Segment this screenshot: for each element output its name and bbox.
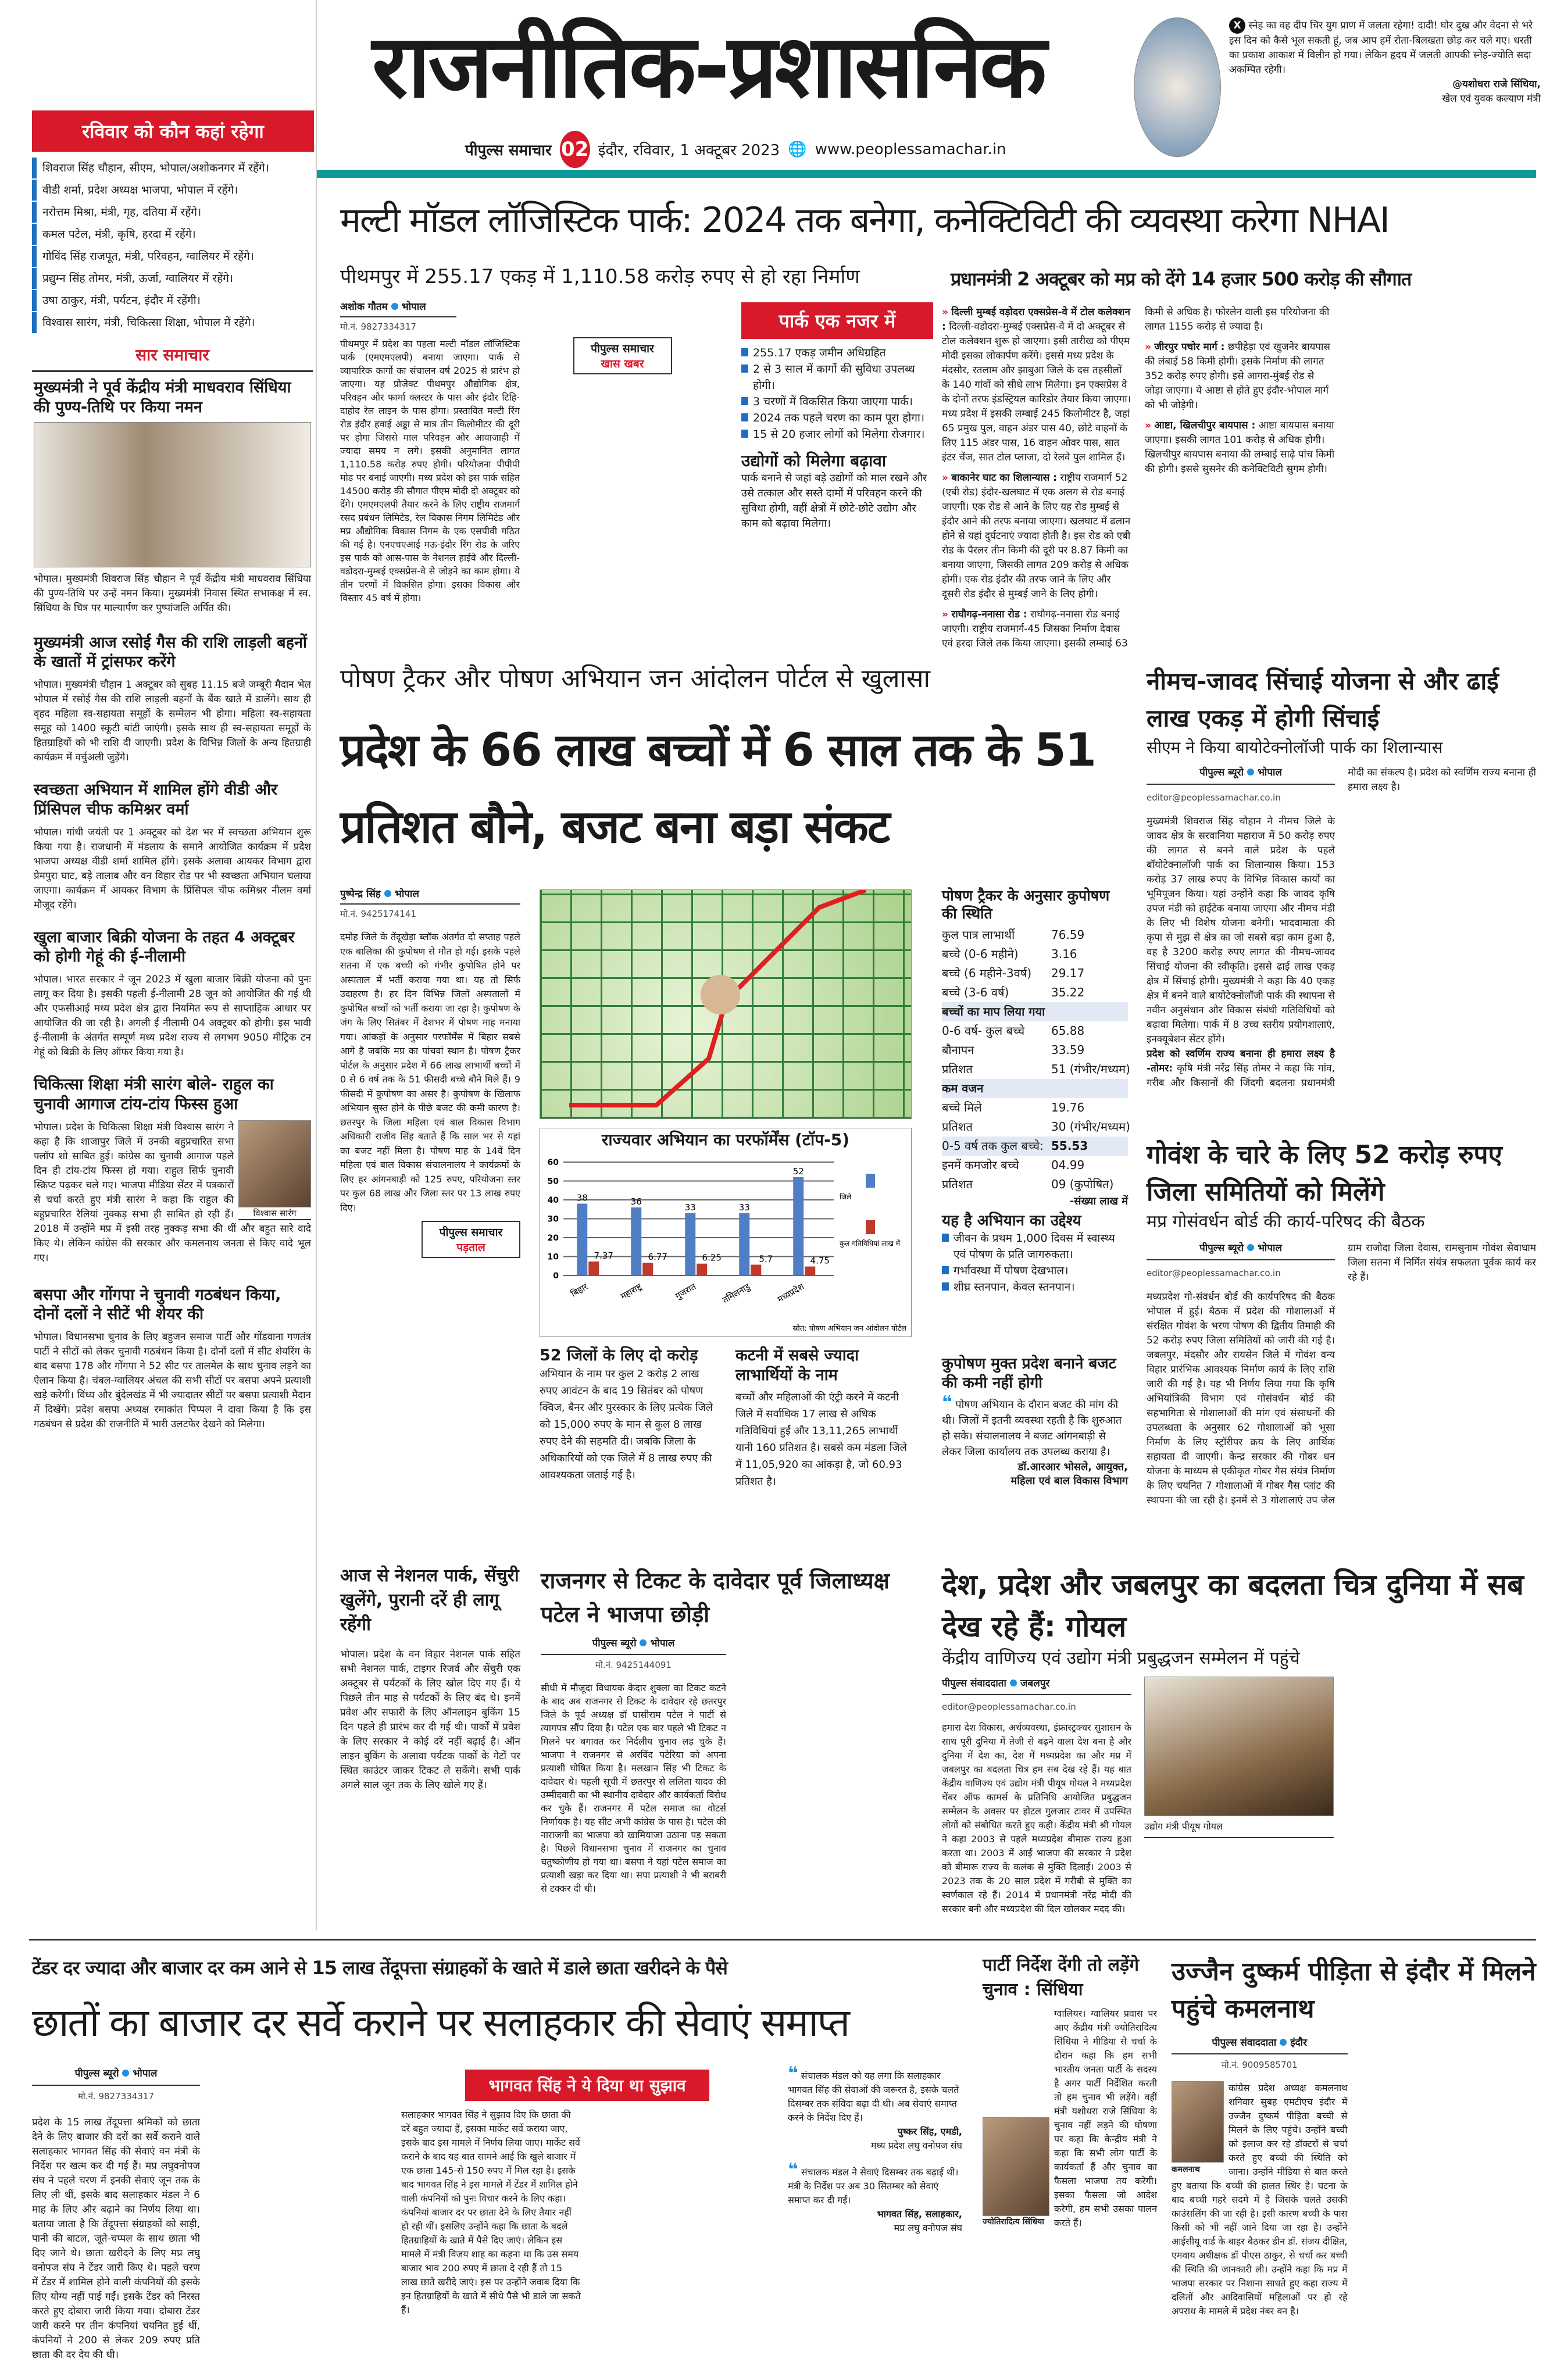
aim-item: शीघ्र स्तनपान, केवल स्तनपान।: [942, 1279, 1128, 1295]
byline-author: पीपुल्स ब्यूरो: [1199, 767, 1244, 778]
katni-title: कटनी में सबसे ज्यादा लाभार्थियों के नाम: [735, 1346, 859, 1384]
rajnagar-article: [541, 1564, 924, 1936]
x-tick-label: महाराष्ट्र: [618, 1281, 644, 1302]
umbrella-body: [32, 2067, 381, 2375]
rajnagar-headline: राजनगर से टिकट के दावेदार पूर्व जिलाध्यक्ष पटेल ने भाजपा छोड़ी: [541, 1568, 890, 1627]
stats-section: कम वजन: [942, 1079, 1128, 1098]
goyal-photo-block: [1144, 1677, 1334, 1838]
schedule-item: नरोत्तम मिश्रा, मंत्री, गृह, दतिया में रहेंगे।: [32, 202, 313, 223]
stamp-label: खास खबर: [601, 358, 644, 370]
schedule-item: विश्वास सारंग, मंत्री, चिकित्सा शिक्षा, भोपाल में रहेंगे।: [32, 312, 313, 333]
neemuch-subsection: प्रदेश को स्वर्णिम राज्य बनाना ही हमारा लक्ष्य है -तोमर:: [1147, 1048, 1335, 1074]
y-tick-label: 30: [547, 1214, 559, 1224]
aim-item: गर्भावस्था में पोषण देखभाल।: [942, 1263, 1128, 1279]
cartoon-rising-graph: [540, 890, 912, 1120]
sidebar-headline: मुख्यमंत्री आज रसोई गैस की राशि लाड़ली बहनों के खातों में ट्रांसफर करेंगे: [34, 633, 307, 671]
pm-item: [942, 305, 1132, 465]
schedule-item: उषा ठाकुर, मंत्री, पर्यटन, इंदौर में रहेंगी।: [32, 290, 313, 311]
stats-label: बच्चे मिले: [942, 1100, 982, 1114]
industry-body: पार्क बनाने से जहां बड़े उद्योगों को माल रखने और उसे तत्काल और सस्ते दामों में परिवहन करने की सुविधा होगी, वहीं क्षेत्रों में छोटे-छोटे उद्योग और काम को बढ़ावा मिलेगा।: [741, 472, 927, 530]
stats-row: [942, 983, 1128, 1002]
byline-author: अशोक गौतम: [340, 301, 388, 313]
tweet-photo: [1134, 17, 1221, 157]
pm-item: [1145, 419, 1335, 477]
stats-label: कुल पात्र लाभार्थी: [942, 927, 1015, 942]
neemuch-subhead: सीएम ने किया बायोटेक्नोलॉजी पार्क का शिलान्यास: [1147, 738, 1443, 757]
quote-author: भागवत सिंह, सलाहकार,: [877, 2209, 962, 2220]
park-fact: 2024 तक पहले चरण का काम पूरा होगा।: [741, 410, 933, 426]
stats-label: बच्चे (0-6 महीने): [942, 946, 1019, 961]
sidebar-body: भोपाल। मुख्यमंत्री चौहान 1 अक्टूबर को सुबह 11.15 बजे जम्बूरी मैदान भेल भोपाल में रसोई गैस की राशि लाड़ली बहनों के बैंक खाते में डालेंगे। साथ ही वृहद महिला स्व-सहायता समूहों के सम्मेलन भी होगा। महिला स्व-सहायता समूह को 1400 स्कूटी बांटी जाएंगी। इसके साथ ही स्व-सहायता समूहों के हितग्राहियों को भी राशि दी जाएगी। प्रदेश के विभिन्न जिलों के अन्य हितग्राही कार्यक्रम में वर्चुअली जुड़ेंगे।: [34, 679, 311, 763]
email: editor@peoplessamachar.co.in: [1147, 792, 1281, 803]
byline: [340, 299, 456, 317]
byline-place: भोपाल: [133, 2068, 158, 2079]
pm-items: [942, 305, 1538, 654]
parks-article: [340, 1564, 520, 1793]
stats-note: -संख्या लाख में: [1069, 1195, 1128, 1207]
stats-section: बच्चों का माप लिया गया: [942, 1002, 1128, 1021]
byline-author: पीपुल्स संवाददाता: [942, 1677, 1006, 1689]
byline-place: भोपाल: [401, 301, 426, 313]
parks-headline: आज से नेशनल पार्क, सेंचुरी खुलेंगे, पुरानी दरें ही लागू रहेंगी: [340, 1566, 519, 1635]
neemuch-article: [1147, 663, 1536, 1109]
y-tick-label: 60: [547, 1158, 559, 1167]
stats-value: 09 (कुपोषित): [1051, 1177, 1114, 1191]
stats-box: [942, 887, 1128, 1295]
bar-activities: [805, 1267, 815, 1275]
sidebar-headline: खुला बाजार बिक्री योजना के तहत 4 अक्टूबर को होगी गेहूं की ई-नीलामी: [34, 928, 295, 966]
cartoon: [540, 889, 912, 1119]
parks-body: भोपाल। प्रदेश के वन विहार नेशनल पार्क सहित सभी नेशनल पार्क, टाइगर रिजर्व और सेंचुरी एक अक्टूबर से पर्यटकों के लिए खोल दिए गए हैं। ये पिछले तीन माह से पर्यटकों के लिए बंद थे। इनमें प्रवेश और सफारी के लिए ऑनलाइन बुकिंग 15 दिन पहले ही प्रारंभ कर दी गई थी। पार्कों में प्रवेश के लिए सरकार ने कोई दरें नहीं बढ़ाई है। ऑन लाइन बुकिंग के अलावा पर्यटक पार्कों के गेटों पर स्थित काउंटर जाकर टिकट ले सकेंगे। सभी पार्क अगले साल जून तक के लिए खोले गए हैं।: [340, 1649, 520, 1791]
stats-value: 65.88: [1051, 1023, 1085, 1038]
stats-row: [942, 1098, 1128, 1117]
quote-text: संचालक मंडल ने सेवाएं दिसम्बर तक बढ़ाई थी। मंत्री के निर्देश पर अब 30 सितम्बर को सेवाएं समाप्त कर दी गई।: [788, 2167, 959, 2206]
sidebar-headline: चिकित्सा शिक्षा मंत्री सारंग बोले- राहुल का चुनावी आगाज टांय-टांय फिस्स हुआ: [34, 1075, 274, 1113]
schedule-item: कमल पटेल, मंत्री, कृषि, हरदा में रहेंगे।: [32, 224, 313, 245]
pm-item: [1145, 340, 1335, 413]
globe-icon: 🌐: [788, 141, 807, 158]
stats-value: 51 (गंभीर/मध्यम): [1051, 1062, 1130, 1076]
page-number: 02: [560, 131, 590, 168]
data-label: 33: [738, 1202, 750, 1213]
lead-article: [340, 299, 712, 639]
y-tick-label: 0: [553, 1271, 559, 1281]
budget-title: कुपोषण मुक्त प्रदेश बनाने बजट की कमी नहीं होगी: [942, 1355, 1116, 1392]
scindia-headline: पार्टी निर्देश देंगी तो लड़ेंगे चुनाव : सिंधिया: [983, 1955, 1139, 2000]
tweet-box: [1134, 17, 1541, 166]
stats-row: [942, 1117, 1128, 1137]
bhagwat-box: [401, 2070, 773, 2375]
mobile-number: मो.नं. 9425174141: [340, 909, 416, 919]
scindia-article: [983, 1953, 1157, 2230]
quote-author-dept: महिला एवं बाल विकास विभाग: [1010, 1475, 1128, 1487]
photo-caption: ज्योतिरादित्य सिंधिया: [983, 2217, 1044, 2227]
y-tick-label: 50: [547, 1177, 559, 1187]
pm-headline: प्रधानमंत्री 2 अक्टूबर को मप्र को देंगे 14 हजार 500 करोड़ की सौगात: [951, 268, 1412, 290]
kamalnath-headline: उज्जैन दुष्कर्म पीड़िता से इंदौर में मिलने पहुंचे कमलनाथ: [1172, 1957, 1536, 2024]
schedule-list: [32, 158, 313, 333]
schedule-title: रविवार को कौन कहां रहेगा: [32, 110, 314, 152]
tweet-author: @यशोधरा राजे सिंधिया,: [1452, 78, 1541, 90]
stats-label: इनमें कमजोर बच्चे: [942, 1157, 1019, 1172]
kamalnath-text: कांग्रेस प्रदेश अध्यक्ष कमलनाथ शनिवार सुबह एमटीएच इंदौर में उज्जैन दुष्कर्म पीड़िता बच्ची से मिलने के लिए पहुंचे। उन्होंने बच्ची को इलाज कर रहे डॉक्टरों से चर्चा करते हुए बच्ची की स्थिति को जाना। उन्होंने मीडिया से बात करते हुए बताया कि बच्ची की हालत स्थिर है। घटना के बाद बच्ची गहरे सदमे में है जिसके चलते उसकी काउंसलिंग की जा रही है। इसी कारण बच्ची के पास किसी को भी नहीं जाने दिया जा रहा है। उन्होंने आईसीयू वार्ड के बाहर बैठकर डीन डॉ. संजय दीक्षित, एमवाय अधीक्षक डॉ पीएस ठाकुर, से चर्चा कर बच्ची की स्थिति की जानकारी ली। उन्होंने कहा कि मप्र में भाजपा सरकार पर निशाना साधते हुए कहा राज्य में दलितों और आदिवासियों महिलाओं पर हो रहे अपराध के मामले में प्रदेश नंबर वन है।: [1172, 2082, 1348, 2317]
gaushala-body: [1147, 1241, 1536, 1520]
dot-icon: [391, 303, 398, 310]
park-box: [741, 302, 933, 531]
stamp-paper: पीपुल्स समाचार: [591, 342, 654, 355]
data-label: 36: [630, 1196, 642, 1207]
stats-row: [942, 1041, 1128, 1060]
dot-icon: [1247, 1244, 1254, 1251]
quote-author: डॉ.आरआर भोसले, आयुक्त,: [1017, 1461, 1128, 1473]
byline-author: पीपुल्स संवाददाता: [1212, 2037, 1277, 2049]
byline: [942, 1677, 1131, 1695]
kamalnath-article: [1172, 1953, 1536, 2373]
dot-icon: [1247, 769, 1254, 776]
quote-icon: ❝: [788, 2160, 798, 2180]
bhagwat-title: भागवत सिंह ने ये दिया था सुझाव: [465, 2070, 709, 2101]
stats-title: पोषण ट्रैकर के अनुसार कुपोषण की स्थिति: [942, 887, 1110, 923]
goyal-subhead: केंद्रीय वाणिज्य एवं उद्योग मंत्री प्रबुद्धजन सम्मेलन में पहुंचे: [942, 1648, 1300, 1668]
data-label: 6.25: [702, 1252, 722, 1263]
dot-icon: [1010, 1679, 1017, 1686]
pm-item-title: जीरपुर पचोर मार्ग :: [1154, 341, 1225, 353]
quote-author: पुष्कर सिंह, एमडी,: [897, 2126, 962, 2137]
schedule-item: वीडी शर्मा, प्रदेश अध्यक्ष भाजपा, भोपाल में रहेंगे।: [32, 180, 313, 201]
park-box-title: पार्क एक नजर में: [741, 302, 933, 339]
lead-headline: मल्टी मॉडल लॉजिस्टिक पार्क: 2024 तक बनेगा, कनेक्टिविटी की व्यवस्था करेगा NHAI: [340, 200, 1389, 241]
chart-box: [540, 1128, 912, 1337]
data-label: 52: [792, 1166, 804, 1177]
bar-districts: [631, 1207, 641, 1275]
sidebar-body: भोपाल। गांधी जयंती पर 1 अक्टूबर को देश भर में स्वच्छता अभियान शुरू किया गया है। राजधानी में मंडलाय के समाने आयोजित कार्यक्रम में प्रदेश भाजपा अध्यक्ष वीडी शर्मा शामिल होंगे। इसके अलावा आयकर विभाग द्वारा प्रेमपुरा घाट, बड़े तालाब और वन विहार रोड पर भी स्वच्छता अभियान चलाया जाएगा। कार्यक्रम में आयकर विभाग के प्रिंसिपल चीफ कमिश्नर नीलम वर्मा मौजूद रहेंगे।: [34, 826, 311, 911]
umbrella-article: [32, 2067, 381, 2375]
byline-place: इंदौर: [1290, 2037, 1308, 2049]
park-fact: 15 से 20 हजार लोगों को मिलेगा रोजगार।: [741, 426, 933, 442]
y-tick-label: 20: [547, 1234, 559, 1243]
stats-value: 30 (गंभीर/मध्यम): [1051, 1119, 1130, 1134]
tribute-photo: [34, 422, 311, 567]
sidebar-headline: बसपा और गोंगपा ने चुनावी गठबंधन किया, दोनों दलों ने सीटें भी शेयर की: [34, 1285, 281, 1324]
budget-quote: [942, 1392, 1128, 1460]
stats-value: 29.17: [1051, 966, 1085, 980]
stats-row: [942, 1021, 1128, 1041]
pm-item-title: आष्टा, खिलचीपुर बायपास :: [1154, 420, 1256, 431]
byline: [340, 887, 520, 905]
stats-value: 3.16: [1051, 946, 1077, 961]
poshan-article: [340, 887, 520, 1258]
news-label: सार समाचार: [32, 339, 313, 372]
byline: [1147, 766, 1335, 785]
goyal-body: हमारा देश विकास, अर्थव्यवस्था, इंफ्रास्ट्रक्चर सुशासन के साथ पूरी दुनिया में तेजी से बढ़ने वाला देश बना है और दुनिया में देश का, देश में मध्यप्रदेश का और मप्र में जबलपुर का बदलता चित्र हम सब देख रहे हैं। यह बात केंद्रीय वाणिज्य एवं उद्योग मंत्री पीयूष गोयल ने मध्यप्रदेश चेंबर ऑफ कामर्स के प्रतिनिधि आयोजित प्रबुद्धजन सम्मेलन के अवसर पर होटल गुलजार टावर में उपस्थित लोगों को संबोधित करते हुए कही। केंद्रीय मंत्री श्री गोयल ने कहा 2003 से पहले मध्यप्रदेश बीमारू राज्य हुआ करता था। 2003 में आई भाजपा की सरकार ने प्रदेश को बीमारू राज्य के कलंक से मुक्ति दिलाई। 2003 से 2023 तक के 20 साल प्रदेश में गरीबी से मुक्ति का स्वर्णकाल रहे हैं। 2014 में प्रधानमंत्री नरेंद्र मोदी की सरकार बनी और मध्यप्रदेश की दिल खोलकर मदद की।: [942, 1721, 1131, 1914]
stats-row: [942, 1060, 1128, 1079]
quote-author-org: मप्र लघु वनोपज संघ: [894, 2222, 962, 2234]
stats-value: 76.59: [1051, 927, 1085, 942]
pm-item-body: राघौगढ़-ननासा रोड बनाई जाएगी। राष्ट्रीय राजमार्ग-45 जिसका निर्माण देवास एवं हरदा जिले तक किया जाएगा। इसकी लम्बाई 63 किमी से अधिक है। फोरलेन वाली इस परियोजना की लागत 1155 करोड़ से ज्यादा है।: [942, 306, 1330, 649]
quote-author-org: मध्य प्रदेश लघु वनोपज संघ: [870, 2140, 962, 2151]
bar-activities: [588, 1262, 599, 1275]
double-arrow-icon: »: [942, 609, 948, 620]
legend-swatch: [866, 1220, 875, 1234]
lead-body: पीथमपुर में प्रदेश का पहला मल्टी मॉडल लॉजिस्टिक पार्क (एमएमएलपी) बनाया जाएगा। पार्क से व्यापारिक कार्गो का संचालन वर्ष 2025 से प्रारंभ हो जाएगा। यह प्रोजेक्ट पीथमपुर औद्योगिक क्षेत्र, परिवहन और फार्मा क्लस्टर के पास और इंदौर टिहि-दाहोद रेल लाइन के पास होगा। प्रस्तावित मल्टी रिंग रोड इंदौर हवाई अड्डा से मात्र तीन किलोमीटर की दूरी पर होगा जिससे माल परिवहन और आवाजाही में ज्यादा समय न लगे। इसकी अनुमानित लागत 1,110.58 करोड़ रुपए होगी। परियोजना पीपीपी मोड पर बनाई जाएगी। मध्य प्रदेश को इस पार्क सहित 14500 करोड़ की सौगात पीएम मोदी दो अक्टूबर को देंगे। एमएमएलपी तैयार करने के लिए राष्ट्रीय राजमार्ग रसद प्रबंधन लिमिटेड, रेल विकास निगम लिमिटेड और मप्र औद्योगिक विकास निगम के एक एसपीवी गठित की गई है। एनएचएआई मऊ-इंदौर रिंग रोड के जरिए इस पार्क को आस-पास के नेशनल हाईवे और दिल्ली-वडोदरा-मुम्बई एक्सप्रेस-वे से जोड़ने का काम होगा। ये तीन चरणों में विकसित होगा। इसका विकास और विस्तार 45 वर्ष में होगा।: [340, 338, 520, 603]
bar-chart: [540, 1150, 911, 1335]
legend-label: जिले: [840, 1193, 852, 1201]
byline-author: पीपुल्स ब्यूरो: [1199, 1242, 1244, 1254]
byline-author: पुष्पेन्द्र सिंह: [340, 888, 381, 900]
byline-place: जबलपुर: [1020, 1677, 1050, 1689]
kamalnath-body: [1172, 2036, 1536, 2373]
bar-activities: [751, 1264, 761, 1275]
schedule-item: प्रद्युम्न सिंह तोमर, मंत्री, ऊर्जा, ग्वालियर में रहेंगे।: [32, 268, 313, 289]
x-tick-label: तमिलनाडु: [720, 1281, 752, 1306]
poshan-headline: प्रदेश के 66 लाख बच्चों में 6 साल तक के 51 प्रतिशत बौने, बजट बना बड़ा संकट: [340, 724, 1095, 853]
pm-item-body: दिल्ली-वडोदरा-मुम्बई एक्सप्रेस-वे में दो अक्टूबर से टोल कलेक्शन शुरू हो जाएगा। इसी तारीख को पीएम मोदी इसका लोकार्पण करेंगे। इससे मध्य प्रदेश के मंदसौर, रतलाम और झाबुआ जिले के दस तहसीलों के 140 गांवों को सीधे लाभ मिलेगा। इन एक्सप्रेस वे के दोनों तरफ इंडस्ट्रियल कारिडोर तैयार किया जाएगा। मध्य प्रदेश में इसकी लम्बाई 245 किलोमीटर है, जहां 65 प्रमुख पुल, वाहन अंडर पास 40, छोटे वाहनों के लिए 115 अंडर पास, 16 वाहन ओवर पास, सात इंटर चेंज, सात टोल प्लाजा, दो रेलवे पुल शामिल हैं।: [942, 321, 1131, 463]
stats-label: प्रतिशत: [942, 1062, 973, 1076]
section-masthead: राजनीतिक-प्रशासनिक: [372, 16, 1045, 117]
gaushala-article: [1147, 1137, 1536, 1520]
x-tick-label: मध्यप्रदेश: [775, 1281, 806, 1305]
legend-label: कुल गतिविधियां लाख में: [840, 1239, 901, 1248]
park-fact: 2 से 3 साल में कार्गो की सुविधा उपलब्ध होगी।: [741, 361, 933, 394]
poshan-body: दमोह जिले के तेंदूखेड़ा ब्लॉक अंतर्गत दो सप्ताह पहले एक बालिका की कुपोषण से मौत हो गई। इसके पहले सतना में एक बच्ची को गंभीर कुपोषित होने पर अस्पताल में भर्ती कराया गया था। यह तो सिर्फ उदाहरण है। हर दिन विभिन्न जिलों अस्पतालों में कुपोषित बच्चों को भर्ती कराया जा रहा है। कुपोषण के जंग के लिए सितंबर में देशभर में पोषण माह मनाया गया। आंकड़ों के अनुसार परफॉर्मेंस में बिहार सबसे आगे है जबकि मप्र का पांचवां स्थान है। पोषण ट्रैकर पोर्टल के अनुसार प्रदेश में 66 लाख लाभार्थी बच्चों में 0 से 6 वर्ष तक के 51 फीसदी बच्चे बौने मिले हैं। 9 फीसदी में कुपोषण का असर है। कुपोषण के खिलाफ अभियान सुस्त होने के पीछे बजट की कमी कारण है। छतरपुर के जिला महिला एवं बाल विकास विभाग अधिकारी राजीव सिंह बताते हैं कि साल भर से यहां का बजट नहीं मिला है। पोषण माह के 14वें दिन महिला एवं बाल विकास संचालनालय ने कार्यक्रमों के लिए हर आंगनबाड़ी को 125 रुपए, परियोजना स्तर पर कुल 68 लाख और जिला स्तर पर 13 लाख रुपए दिए।: [340, 931, 520, 1213]
x-tick-label: गुजरात: [673, 1281, 698, 1302]
byline-place: भोपाल: [650, 1638, 675, 1649]
pm-item-body: राष्ट्रीय राजमार्ग 52 (एबी रोड) इंदौर-खलघाट में एक अलग से रोड बनाई जाएगी। एक रोड से आने के लिए यह रोड मुम्बई से इंदौर आने की तरफ बनाया जाएगा। खलघाट में ढलान होने से यहां दुर्घटनाएं ज्यादा होती है। इस रोड को एबी रोड के पैरलर तीन किमी की दूरी पर 8.87 किमी का बनाया जाएगा, जिसकी लागत 209 करोड़ से अधिक होगी। एक रोड इंदौर की तरफ जाने के लिए और दूसरी रोड इंदौर से मुम्बई जाने के लिए होगी।: [942, 472, 1131, 600]
goyal-photo: [1144, 1677, 1334, 1816]
byline-place: भोपाल: [1257, 767, 1282, 778]
sidebar-headline: मुख्यमंत्री ने पूर्व केंद्रीय मंत्री माधवराव सिंधिया की पुण्य-तिथि पर किया नमन: [34, 378, 291, 416]
double-arrow-icon: »: [942, 306, 948, 318]
aim-item: जीवन के प्रथम 1,000 दिवस में स्वास्थ्य एवं पोषण के प्रति जागरुकता।: [942, 1230, 1128, 1263]
stats-table: [942, 925, 1128, 1194]
photo-caption: उद्योग मंत्री पीयूष गोयल: [1144, 1816, 1334, 1838]
stats-label: बच्चे (3-6 वर्ष): [942, 985, 1009, 999]
stats-label: बच्चे (6 महीने-3वर्ष): [942, 966, 1032, 980]
double-arrow-icon: »: [1145, 341, 1151, 353]
mobile-number: मो.नं. 9009585701: [1221, 2060, 1298, 2070]
park-fact: 255.17 एकड़ जमीन अधिग्रहित: [741, 345, 933, 361]
neemuch-headline: नीमच-जावद सिंचाई योजना से और ढाई लाख एकड़ में होगी सिंचाई: [1147, 667, 1499, 732]
photo-caption: कमलनाथ: [1172, 2165, 1200, 2174]
poshan-kicker: पोषण ट्रैकर और पोषण अभियान जन आंदोलन पोर्टल से खुलासा: [340, 664, 930, 694]
quote-text: पोषण अभियान के दौरान बजट की मांग की थी। जिलों में इतनी व्यवस्था रहती है कि शुरुआत हो सके। संचालनालय ने बजट आंगनबाड़ी से लेकर जिला कार्यालय तक उपलब्ध कराया है।: [942, 1399, 1122, 1458]
bar-districts: [577, 1204, 587, 1276]
neemuch-text: मुख्यमंत्री शिवराज सिंह चौहान ने नीमच जिले के जावद क्षेत्र के सरवानिया महाराज में 50 करोड़ रुपए की लागत से बनने वाले प्रदेश के पहले बॉयोटेक्नालॉजी पार्क का शिलान्यास किया। 153 करोड़ 37 लाख रुपए के विभिन्न विकास कार्यों का भूमिपूजन किया। यहां उन्होंने कहा कि जावद कृषि उपज मंडी को हाईटेक बनाया जाएगा और नीमच मंडी के लिए भी विशेष योजना बनेगी। भादवामाता की कृपा से मुझ से क्षेत्र का जो सबसे बड़ा काम हुआ है, वह है 3200 करोड़ रुपए लागत की नीमच-जावद सिंचाई योजना की स्वीकृति। इससे ढाई लाख एकड़ क्षेत्र में सिंचाई होगी। मुख्यमंत्री ने कहा कि 40 एकड़ क्षेत्र में बनने वाले बायोटेक्नोलॉजी पार्क की स्थापना से नवीन अनुसंधान और विकास संबंधी गतिविधियों को बढ़ावा मिलेगा। पार्क में 8 उच्च स्तरीय प्रयोगशालाएं, इनक्यूबेशन सेंटर होंगे।: [1147, 816, 1335, 1045]
dateline: [465, 131, 1006, 168]
pm-item-body: आष्टा बायपास बनाया जाएगा। इसकी लागत 101 करोड़ से अधिक होगी। खिलचीपुर बायपास बनाया की लम्बाई साढ़े पांच किमी की होगी। इससे सुसनेर की कनेक्टिविटी सुगम होगी।: [1145, 420, 1335, 475]
umbrella-kicker: टेंडर दर ज्यादा और बाजार दर कम आने से 15 लाख तेंदूपत्ता संग्राहकों के खाते में डाले छाता खरीदने के पैसे: [32, 1957, 727, 1979]
stats-label: 0-5 वर्ष तक कुल बच्चे:: [942, 1138, 1044, 1153]
stats-row: [942, 1156, 1128, 1175]
rajnagar-body: [541, 1637, 924, 1936]
stamp-label: पड़ताल: [456, 1241, 485, 1254]
stats-row: [942, 964, 1128, 983]
stats-row: [942, 945, 1128, 964]
email: editor@peoplessamachar.co.in: [942, 1701, 1076, 1712]
industry-title: उद्योगों को मिलेगा बढ़ावा: [741, 451, 887, 470]
double-arrow-icon: »: [1145, 420, 1151, 431]
tweet-text: स्नेह का वह दीप चिर युग प्राण में जलता रहेगा! दादी! घोर दुख और वेदना से भरे इस दिन को कैसे भूल सकती हूं, जब आप हमें रोता-बिलखता छोड़ कर चले गए। धरती का प्रकाश आकाश में विलीन हो गया। लेकिन हृदय में जलती आपकी स्नेह-ज्योति सदा अकम्पित रहेगी।: [1229, 20, 1533, 76]
website-link[interactable]: www.peoplessamachar.in: [815, 141, 1006, 158]
byline-place: भोपाल: [394, 888, 419, 900]
data-label: 38: [576, 1192, 588, 1203]
budget-box: [942, 1355, 1128, 1488]
dot-icon: [122, 2070, 129, 2077]
dot-icon: [640, 1639, 647, 1646]
data-label: 4.75: [810, 1255, 830, 1266]
stats-row: [942, 925, 1128, 945]
y-tick-label: 10: [547, 1252, 559, 1262]
bar-districts: [739, 1213, 749, 1275]
x-logo-icon: X: [1229, 17, 1245, 34]
byline: [1172, 2036, 1348, 2054]
umbrella-quotes: [788, 2063, 962, 2235]
quote: [788, 2160, 962, 2207]
quote-icon: ❝: [788, 2063, 798, 2084]
scindia-photo: [983, 2117, 1049, 2216]
katni-box: [735, 1346, 910, 1490]
double-arrow-icon: »: [942, 472, 948, 484]
bar-activities: [697, 1264, 707, 1275]
gaushala-text: मध्यप्रदेश गो-संवर्धन बोर्ड की कार्यपरिषद की बैठक भोपाल में हुई। बैठक में प्रदेश की गोशालाओं में संरक्षित गोवंश के भरण पोषण की द्वितीय तिमाही की 52 करोड़ रुपए जिला समितियों को जारी की गई है। जबलपुर, मंदसौर और रायसेन जिले में गोवंश वन्य विहार प्रारंभिक आवश्यक निर्माण कार्य के लिए राशि जारी की गई है। यह भी निर्णय लिया गया कि कृषि अभियांत्रिकी विभाग एवं गोसंवर्धन बोर्ड की सहभागिता से गोशालाओं की मांग एवं संसाधनों की उपलब्धता के अनुसार 62 गोशालाओं को भूसा निर्माण के लिए स्ट्रॉरीपर क्रय के लिए आर्थिक सहायता दी जाएगी। केन्द्र सरकार की गोबर धन योजना के माध्यम से एकीकृत गोबर गैस संयंत्र निर्माण के लिए चयनित 7 गोशालाओं में गोबर गैस प्लांट की स्थापना की जा रही है। इनमें से 3 गोशालाएं उप जेल ग्राम राजोदा जिला देवास, रामसुनाम गोवंश सेवाधाम जिला सतना में निर्मित संयंत्र सफलता पूर्वक कार्य कर रहे हैं।: [1147, 1242, 1536, 1506]
stats-value: 55.53: [1051, 1138, 1088, 1153]
byline-author: पीपुल्स ब्यूरो: [74, 2068, 119, 2079]
sidebar-headline: स्वच्छता अभियान में शामिल होंगे वीडी और प्रिंसिपल चीफ कमिश्नर वर्मा: [34, 781, 277, 819]
left-sidebar: [29, 0, 317, 1930]
stamp-paper: पीपुल्स समाचार: [439, 1226, 503, 1239]
email: editor@peoplessamachar.co.in: [1147, 1267, 1281, 1278]
kamalnath-photo-block: [1172, 2081, 1224, 2177]
quote: [788, 2063, 962, 2125]
sidebar-body: भोपाल। प्रदेश के चिकित्सा शिक्षा मंत्री विश्वास सारंग ने कहा है कि शाजापुर जिले में उनकी बहुप्रचारित सभा फ्लॉप शो साबित हुई। कांग्रेस का चुनावी आगाज पहले दिन ही टांय-टांय फिस्स हो गया। राहुल सिर्फ चुनावी स्क्रिप्ट पढ़कर चले गए। भाजपा मीडिया सेंटर में पत्रकारों से चर्चा करते हुए मंत्री सारंग ने कहा कि राहुल की बहुप्रचारित रैलियां नुक्कड़ सभा ही साबित हो रही हैं। 2018 में उन्होंने मप्र में इसी तरह नुक्कड़ सभा की थीं और बहुत सारे वादे किए थे। लेकिन कांग्रेस की सरकार और कमलनाथ जनता से किए वादे भूल गए।: [34, 1121, 311, 1264]
stats-label: प्रतिशत: [942, 1177, 973, 1191]
byline-author: पीपुल्स ब्यूरो: [592, 1638, 637, 1649]
stats-label: प्रतिशत: [942, 1119, 973, 1134]
districts-title: 52 जिलों के लिए दो करोड़: [540, 1346, 698, 1364]
byline: [1147, 1241, 1335, 1260]
bar-districts: [685, 1213, 695, 1275]
pm-item-title: दिल्ली मुम्बई वड़ोदरा एक्सप्रेस-वे में टोल कलेक्शन :: [942, 306, 1130, 333]
aim-title: यह है अभियान का उद्देश्य: [942, 1212, 1081, 1230]
pm-item: [942, 471, 1132, 602]
pm-item-body: छपीहेड़ा एवं खुजनेर बायपास की लंबाई 58 किमी होगी। इसके निर्माण की लागत 352 करोड़ रुपए होगी। इसे आगरा-मुंबई रोड से जोड़ा जाएगा। ये आष्टा से होते हुए इंदौर-भोपाल मार्ग को भी जोड़ेगी।: [1145, 341, 1330, 411]
byline: [541, 1637, 726, 1655]
photo-caption: विश्वास सारंग: [238, 1207, 311, 1220]
gaushala-headline: गोवंश के चारे के लिए 52 करोड़ रुपए जिला समितियों को मिलेंगे: [1147, 1140, 1502, 1207]
districts-box: [540, 1346, 720, 1484]
sidebar-body: भोपाल। भारत सरकार ने जून 2023 में खुला बाजार बिक्री योजना को पुनः लागू कर दिया है। इसकी पहली ई-नीलामी 28 जून को आयोजित की गई थी और एफसीआई मध्य प्रदेश क्षेत्र द्वारा नियमित रूप से साप्ताहिक आधार पर आयोजित की जा रही है। अगली ई नीलामी 04 अक्टूबर को होगी। इस भावी ई-नीलामी के अंतर्गत सम्पूर्ण मध्य प्रदेश राज्य से लगभग 9050 मीट्रिक टन गेहूं को बिक्री के लिए ऑफर किया गया है।: [34, 974, 311, 1058]
header-rule: [317, 170, 1536, 178]
pm-item-title: राघौगढ़-ननासा रोड :: [951, 609, 1027, 620]
data-label: 33: [684, 1202, 696, 1213]
gaushala-subhead: मप्र गोसंवर्धन बोर्ड की कार्य-परिषद की बैठक: [1147, 1212, 1425, 1232]
y-tick-label: 40: [547, 1196, 559, 1205]
neemuch-body: [1147, 766, 1536, 1109]
paper-name: पीपुल्स समाचार: [465, 142, 552, 159]
quote-icon: ❝: [942, 1392, 952, 1413]
dot-icon: [384, 890, 391, 897]
bhagwat-body: सलाहकार भागवत सिंह ने सुझाव दिए कि छाता की दरें बहुत ज्यादा हैं, इसका मार्केट सर्वे कराया जाए, इसके बाद इस मामले में निर्णय लिया जाए। मार्केट सर्वे कराने के बाद यह बात सामने आई कि खुले बाजार में एक छाता 145-से 150 रुपए में मिल रहा है। इसके बाद भागवत सिंह ने इस मामले में टेंडर में शामिल होने वाली कंपनियों को पुनः विचार करने के लिए कहा। कंपनियां बाजार दर पर छाता देने के लिए तैयार नहीं हो रही थीं। इसलिए उन्होंने कहा कि छाता के बदले हितग्राहियों के खाते में पैसे दिए जाएं। लेकिन इस मामले में मंत्री विजय शाह का कहना था कि उस समय बाजार भाव 200 रुपए में छाता दे रही हैं तो 15 लाख छाते खरीदे जाएं। इस पर उन्होंने जवाब दिया कि इन हितग्राहियों के खाते में सीधे पैसे भी डाले जा सकते हैं।: [401, 2109, 581, 2315]
scindia-body: ग्वालियर। ग्वालियर प्रवास पर आए केंद्रीय मंत्री ज्योतिरादित्य सिंधिया ने मीडिया से चर्चा के दौरान कहा कि हम सभी भारतीय जनता पार्टी के सदस्य है अगर पार्टी निर्देशित करती तो हम चुनाव भी लड़ेंगे। वहीं मंत्री यशोधरा राजे सिंधिया के चुनाव नहीं लड़ने की घोषणा पर कहा कि केन्द्रीय मंत्री ने कहा कि सभी लोग पार्टी के कार्यकर्ता हैं और चुनाव का फैसला भाजपा तय करेगी। इसका फैसला जो आदेश करेगी, हम सभी उसका पालन करते हैं।: [1054, 2008, 1157, 2228]
park-fact: 3 चरणों में विकसित किया जाएगा पार्क।: [741, 394, 933, 410]
exclusive-stamp: [573, 337, 672, 374]
stats-value: 19.76: [1051, 1100, 1085, 1114]
data-label: 7.37: [594, 1250, 613, 1262]
schedule-item: शिवराज सिंह चौहान, सीएम, भोपाल/अशोकनगर में रहेंगे।: [32, 158, 313, 178]
sidebar-body: भोपाल। विधानसभा चुनाव के लिए बहुजन समाज पार्टी और गोंडवाना गणतंत्र पार्टी ने सीटों को लेकर चुनावी गठबंधन किया है। दोनों दलों में सीट शेयरिंग के बाद बसपा 178 और गोंगपा ने 52 सीट पर तालमेल के साथ चुनाव लड़ने का ऐलान किया है। चंबल-ग्वालियर अंचल की सभी सीटों पर बसपा अपने प्रत्याशी खड़े करेगी। विंध्य और बुंदेलखंड में भी ज्यादातर सीटों पर बसपा प्रत्याशी मैदान में दिखेंगे। प्रदेश बसपा अध्यक्ष रमाकांत पिप्पल ने दावा किया है कि इस गठबंधन से प्रदेश की राजनीति में भारी उलटफेर देखने को मिलेगा।: [34, 1331, 311, 1430]
stats-value: 35.22: [1051, 985, 1085, 999]
legend-swatch: [866, 1174, 875, 1188]
bottom-rule: [29, 1939, 1536, 1941]
dot-icon: [1280, 2039, 1287, 2046]
quote-text: संचालक मंडल को यह लगा कि सलाहकार भागवत सिंह की सेवाओं की जरूरत है, इसके चलते दिसम्बर तक संविदा बढ़ा दी थी। अब सेवाएं समाप्त करने के निर्देश दिए हैं।: [788, 2070, 959, 2123]
bar-districts: [793, 1177, 804, 1275]
x-tick-label: बिहार: [569, 1281, 590, 1299]
kamalnath-photo: [1172, 2081, 1224, 2163]
goyal-article: [942, 1564, 1536, 1938]
mobile-number: मो.नं. 9827334317: [340, 321, 416, 332]
umbrella-text: प्रदेश के 15 लाख तेंदूपत्ता श्रमिकों को छाता देने के लिए बाजार की दरों का सर्वे कराने वाले सलाहकार भागवत सिंह की सेवाएं वन मंत्री के निर्देश पर खत्म कर दी गई हैं। मप्र लघुवनोपज संघ ने पहले चरण में इनकी सेवाएं जून तक के लिए ली थीं, इसके बाद सलाहकार मंडल ने 6 माह के लिए और बढ़ाने का निर्णय लिया था। बताया जाता है कि तेंदूपत्ता संग्राहकों को साड़ी, पानी की बाटल, जूते-चप्पल के साथ छाता भी दिए जाने थे। छाता खरीदने के लिए मप्र लघु वनोपज संघ ने टेंडर जारी किए थे। पहले चरण में टेंडर में शामिल होने वाली कंपनियों की इसके लिए योग्य नहीं पाई गईं। इसके टेंडर को निरस्त करते हुए दोबारा जारी किया गया। दोबारा टेंडर जारी करने पर तीन कंपनियां चयनित हुई थीं, कंपनियों ने 200 से लेकर 209 रुपए प्रति छाता की दर देय की थी।: [32, 2117, 200, 2361]
umbrella-headline: छातों का बाजार दर सर्वे कराने पर सलाहकार की सेवाएं समाप्त: [32, 2000, 849, 2045]
goyal-headline: देश, प्रदेश और जबलपुर का बदलता चित्र दुनिया में सब देख रहे हैं: गोयल: [942, 1568, 1524, 1643]
stats-value: 04.99: [1051, 1157, 1085, 1172]
districts-body: अभियान के नाम पर कुल 2 करोड़ 2 लाख रुपए आवंटन के बाद 19 सितंबर को पोषण क्विज, बैनर और पुरस्कार के लिए प्रत्येक जिले को 15,000 रुपए के मान से कुल 8 लाख रुपए देने की सहमति दी। जबकि जिला के अधिकारियों को एक जिले में 8 लाख रुपए की आवश्यकता जताई गई है।: [540, 1367, 713, 1481]
date: इंदौर, रविवार, 1 अक्टूबर 2023: [598, 142, 780, 159]
stats-label: बौनापन: [942, 1042, 974, 1057]
stats-label: 0-6 वर्ष- कुल बच्चे: [942, 1023, 1025, 1038]
byline: [32, 2067, 200, 2086]
byline-place: भोपाल: [1257, 1242, 1282, 1254]
mobile-number: मो.नं. 9425144091: [595, 1660, 672, 1670]
goyal-columns: [942, 1677, 1536, 1938]
bar-activities: [642, 1263, 653, 1275]
neemuch-text2: कृषि मंत्री नरेंद्र सिंह तोमर ने कहा कि गांव, गरीब और किसानों की जिंदगी बदलना प्रधानमंत्री मोदी का संकल्प है। प्रदेश को स्वर्णिम राज्य बनाना ही हमारा लक्ष्य है।: [1147, 767, 1536, 1089]
tweet-author-role: खेल एवं युवक कल्याण मंत्री: [1442, 93, 1541, 105]
chart-title: राज्यवार अभियान का परफॉर्मेंस (टॉप-5): [601, 1130, 850, 1149]
lead-subhead: पीथमपुर में 255.17 एकड़ में 1,110.58 करोड़ रुपए से हो रहा निर्माण: [340, 265, 860, 288]
schedule-item: गोविंद सिंह राजपूत, मंत्री, परिवहन, ग्वालियर में रहेंगे।: [32, 246, 313, 267]
lead-columns: [340, 337, 712, 639]
katni-body: बच्चों और महिलाओं की एंट्री करने में कटनी जिले में सर्वाधिक 17 लाख से अधिक गतिविधियां हुईं और 13,11,265 लाभार्थी यानी 160 प्रतिशत है। सबसे कम मंडला जिले में 11,05,920 का आंकड़ा है, जो 60.93 प्रतिशत है।: [735, 1391, 907, 1488]
stats-row: [942, 1137, 1128, 1156]
sidebar-body: भोपाल। मुख्यमंत्री शिवराज सिंह चौहान ने पूर्व केंद्रीय मंत्री माधवराव सिंधिया की पुण्य-तिथि पर उन्हें नमन किया। मुख्यमंत्री निवास स्थित सभाकक्ष में स्व. सिंधिया के चित्र पर माल्यार्पण कर पुष्पांजलि अर्पित की।: [34, 573, 311, 614]
pm-item-title: बाकानेर घाट का शिलान्यास :: [951, 472, 1057, 484]
stats-row: [942, 1175, 1128, 1194]
stats-value: 33.59: [1051, 1042, 1085, 1057]
data-label: 5.7: [759, 1253, 773, 1264]
mobile-number: मो.नं. 9827334317: [78, 2091, 154, 2102]
rajnagar-text: सीधी में मौजूदा विधायक केदार शुक्ला का टिकट कटने के बाद अब राजनगर से टिकट के दावेदार रहे छतरपुर जिले के पूर्व अध्यक्ष डॉ घासीराम पटेल ने पार्टी से त्यागपत्र सौंप दिया है। पटेल एक बार पहले भी टिकट न मिलने पर बगावत कर निर्दलीय चुनाव लड़ चुके हैं। भाजपा ने राजनगर से अरविंद पटेरिया को अपना प्रत्याशी घोषित किया है। मलखान सिंह भी टिकट के दावेदार थे। पहली सूची में छतरपुर से ललिता यादव की उम्मीदवारी का भी स्थानीय दावेदार और कार्यकर्ता विरोध कर चुके हैं। राजनगर में पटेल समाज का वोटर्स निर्णायक है। यह सीट अभी कांग्रेस के पास है। पटेल की नाराजगी का भाजपा को खामियाजा उठाना पड़ सकता है। पिछले विधानसभा चुनाव में राजनगर का चुनाव चतुष्कोणीय हो गया था। बसपा ने यहां पटेल समाज का प्रत्याशी खड़ा कर दिया था। सपा प्रत्याशी ने भी बराबरी से टक्कर दी थी।: [541, 1682, 726, 1894]
chart-source: स्रोत: पोषण अभियान जन आंदोलन पोर्टल: [792, 1324, 906, 1333]
probe-stamp: [422, 1221, 520, 1258]
sarang-photo: [238, 1120, 311, 1207]
data-label: 6.77: [648, 1251, 667, 1262]
